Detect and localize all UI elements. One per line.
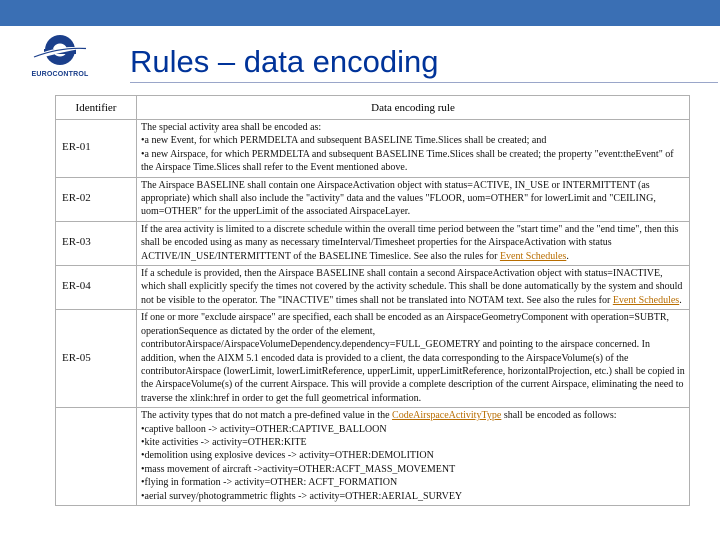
rule-identifier: ER-03	[56, 221, 137, 265]
rule-text: If one or more "exclude airspace" are specified, each shall be encoded as an AirspaceGeometryComponent with operation=SUBTR, operationSequence as dictated by the order of the element, contributorAirspace/AirspaceVolumeDependency.dependency=FULL_GEOMETRY and pointing to the airspace concerned. In addition, when the AIXM 5.1 encoded data is provided to a client, the data corresponding to the AirspaceVolume(s) of the contributorAirspace (lowerLimit, lowerLimitReference, upperLimit, upperLimitReference, horizontalProjection, etc.) shall be copied in the AirspaceVolume(s) of the current Airspace. This will provide a complete description of the current Airspace, eliminating the need to traverse the xlink:href in order to get the full geometrical information.	[137, 310, 690, 408]
table-row	[56, 266, 690, 310]
table-row	[56, 120, 690, 178]
column-header-identifier: Identifier	[56, 96, 137, 120]
table-header-row	[56, 96, 690, 120]
bullet-item: • mass movement of aircraft ->activity=OTHER:ACFT_MASS_MOVEMENT	[141, 463, 685, 476]
bullet-item: • aerial survey/photogrammetric flights -> activity=OTHER:AERIAL_SURVEY	[141, 490, 685, 503]
rule-body: The activity types that do not match a pre-defined value in the	[141, 410, 390, 422]
eurocontrol-emblem-icon	[30, 30, 90, 72]
rule-text-end: .	[566, 250, 569, 262]
bullet-item: • demolition using explosive devices -> activity=OTHER:DEMOLITION	[141, 449, 685, 462]
column-header-rule: Data encoding rule	[137, 96, 690, 120]
logo-wordmark: EUROCONTROL	[31, 71, 89, 78]
bullet-item: • captive balloon -> activity=OTHER:CAPTIVE_BALLOON	[141, 423, 685, 436]
title-divider	[130, 82, 718, 83]
rule-intro: The special activity area shall be encoded as:	[141, 122, 322, 133]
page-title: Rules – data encoding	[130, 44, 439, 79]
rule-body: If the area activity is limited to a discrete schedule within the overall time period between the "start time" and the "end time", then this shall be encoded using as many as necessary timeInterval/Timesheet properties for the AirspaceActivation with status ACTIVE/IN_USE/INTERMITTENT of the BASELINE Timeslice. See also the rules for	[141, 223, 679, 262]
rule-identifier: ER-04	[56, 266, 137, 310]
rule-body: If a schedule is provided, then the Airspace BASELINE shall contain a second AirspaceActivation object with status=INACTIVE, which shall explicitly specify the times not covered by the activity schedule. This shall be done automatically by the system and should not be visible to the operator. The "INACTIVE" times shall not be translated into NOTAM text. See also the rules for	[141, 268, 683, 306]
table-row	[56, 221, 690, 265]
table-row	[56, 408, 690, 506]
event-schedules-link[interactable]: Event Schedules	[499, 250, 567, 262]
rule-text	[137, 221, 690, 265]
bullet-item: • a new Event, for which PERMDELTA and subsequent BASELINE Time.Slices shall be created; and	[141, 134, 685, 147]
rule-identifier: ER-01	[56, 120, 137, 178]
rule-text	[137, 408, 690, 506]
rule-identifier: ER-02	[56, 177, 137, 221]
rule-intro	[141, 409, 685, 422]
bullet-item: • flying in formation -> activity=OTHER: ACFT_FORMATION	[141, 476, 685, 489]
bullet-item: • a new Airspace, for which PERMDELTA and subsequent BASELINE Time.Slices shall be created; the property "event:theEvent" of the Airspace Time.Slices shall refer to the Event mentioned above.	[141, 148, 685, 175]
rule-text-end: .	[679, 294, 682, 306]
rule-text-end: shall be encoded as follows:	[503, 410, 617, 422]
eurocontrol-logo	[30, 30, 90, 82]
table-row	[56, 310, 690, 408]
activity-type-link[interactable]: CodeAirspaceActivityType	[392, 410, 502, 422]
rule-identifier: ER-05	[56, 310, 137, 408]
top-bar	[0, 0, 720, 26]
rules-table	[55, 95, 690, 506]
event-schedules-link[interactable]: Event Schedules	[612, 294, 680, 306]
table-row	[56, 177, 690, 221]
bullet-item: • kite activities -> activity=OTHER:KITE	[141, 436, 685, 449]
rule-text: The Airspace BASELINE shall contain one AirspaceActivation object with status=ACTIVE, IN_USE or INTERMITTENT (as appropriate) which shall also include the "activity" data and the values "FLOOR, uom=OTHER" for lowerLimit and "CEILING, uom=OTHER" for the upperLimit of the associated AirspaceLayer.	[137, 177, 690, 221]
rule-text	[137, 266, 690, 310]
rule-text	[137, 120, 690, 178]
rule-identifier	[56, 408, 137, 506]
